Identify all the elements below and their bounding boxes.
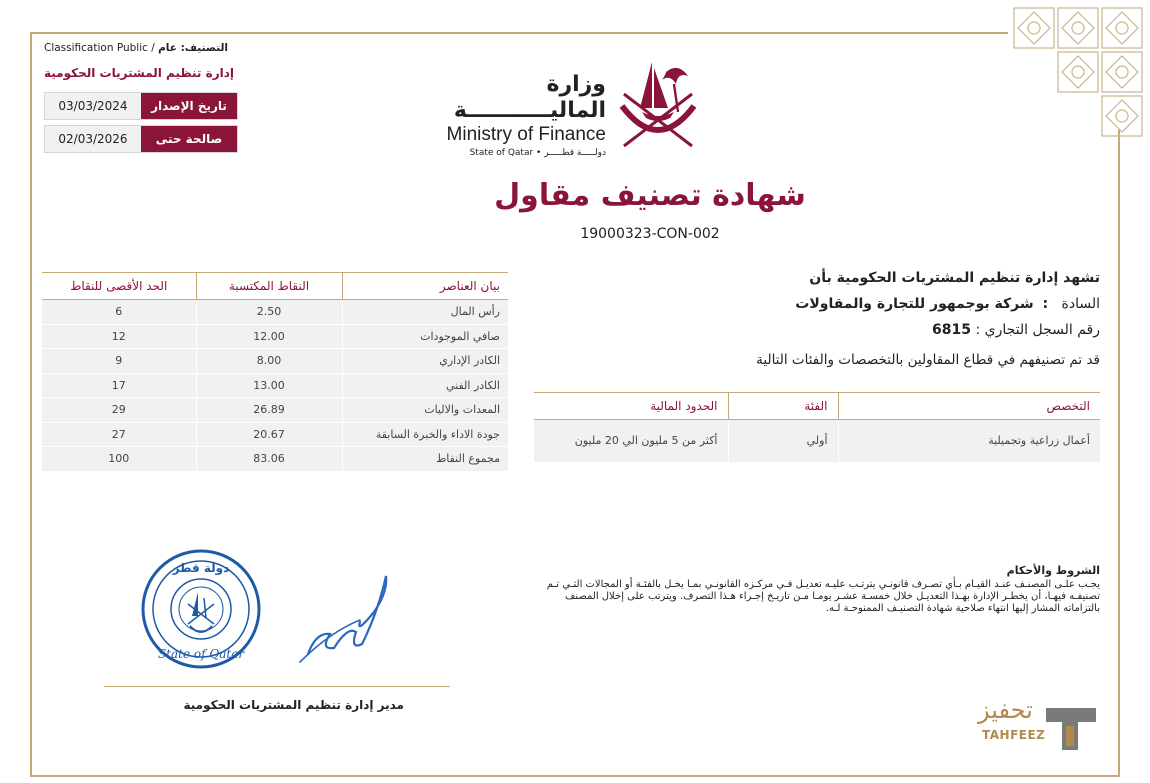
classification-ar: التصنيف: عام [158, 42, 229, 54]
ministry-logo-text [420, 72, 606, 160]
classification-statement: قد تم تصنيفهم في قطاع المقاولين بالتخصصات والفئات التالية [756, 352, 1100, 368]
contractor-name-sep: : [1042, 296, 1049, 312]
score-earned: 13.00 [196, 373, 342, 398]
score-earned: 8.00 [196, 349, 342, 374]
table-row [42, 324, 508, 349]
frame-top-border [30, 32, 1008, 34]
score-earned: 83.06 [196, 447, 342, 472]
tahfeez-logo-icon [1042, 704, 1100, 752]
classification-label [44, 42, 228, 54]
signature-line [104, 686, 450, 687]
contractor-name-value: شركة بوجمهور للتجارة والمقاولات [795, 296, 1034, 312]
score-max: 17 [42, 373, 196, 398]
spec-category: أولي [728, 420, 838, 462]
ministry-name-ar: وزارة الماليـــــــــــة [453, 72, 606, 123]
score-max: 6 [42, 300, 196, 325]
certificate-number-text: 19000323-CON-002 [580, 226, 720, 242]
spec-header-specialization: التخصص [838, 393, 1100, 420]
score-max: 27 [42, 422, 196, 447]
commercial-register-line [932, 322, 1100, 338]
spec-header-category: الفئة [728, 393, 838, 420]
spec-header-financial-limits: الحدود المالية [534, 393, 728, 420]
table-row-total [42, 447, 508, 472]
table-row [534, 420, 1100, 462]
specialization-table [534, 392, 1100, 462]
certificate-number [0, 226, 1150, 242]
classification-en: Classification Public / [44, 42, 159, 54]
signatory-title: مدير إدارة تنظيم المشتريات الحكومية [183, 698, 404, 712]
spec-header-row [534, 393, 1100, 420]
score-max: 12 [42, 324, 196, 349]
official-seal-icon [140, 548, 262, 670]
score-element: رأس المال [342, 300, 508, 325]
scores-header-element: بيان العناصر [342, 273, 508, 300]
commercial-register-value: 6815 [932, 322, 972, 338]
score-element: المعدات والاليات [342, 398, 508, 423]
score-earned: 12.00 [196, 324, 342, 349]
score-max: 9 [42, 349, 196, 374]
spec-specialization: أعمال زراعية وتجميلية [838, 420, 1100, 462]
spec-financial-limits: أكثر من 5 مليون الي 20 مليون [534, 420, 728, 462]
scores-header-row [42, 273, 508, 300]
terms-body: يجـب علـى المصنـف عنـد القيـام بـأي تصـرف قانونـي يترتـب عليـه تعديـل فـي مركـزه القانونـي بمـا يخـل بالفئـة أو المجالات التـي تـم تصنيفـه فيهـا، أن يخطـر الإدارة بهـذا التعديـل خلال خمسـة عشـر يومـا مـن تاريـخ إجـراء هـذا التصرف. ويترتب على إخلال المصنف بالتزاماته المشار إليها انتهاء صلاحية شهادة التصنيـف الممنوحـة لـه. [546, 579, 1100, 614]
table-row [42, 373, 508, 398]
score-earned: 26.89 [196, 398, 342, 423]
issue-date-value: 03/03/2024 [45, 93, 141, 119]
terms-title: الشروط والأحكام [1006, 564, 1100, 577]
commercial-register-label: رقم السجل التجاري : [975, 322, 1100, 338]
score-element: جودة الاداء والخبرة السابقة [342, 422, 508, 447]
score-element: الكادر الفني [342, 373, 508, 398]
score-element: مجموع النقاط [342, 447, 508, 472]
score-earned: 20.67 [196, 422, 342, 447]
svg-text:دولة قطر: دولة قطر [172, 561, 230, 575]
valid-until-value: 02/03/2026 [45, 126, 141, 152]
statement-intro: تشهد إدارة تنظيم المشتريات الحكومية بأن [809, 270, 1100, 286]
score-element: صافي الموجودات [342, 324, 508, 349]
scores-header-max: الحد الأقصى للنقاط [42, 273, 196, 300]
contractor-name-line [795, 296, 1100, 312]
frame-bottom-border [30, 775, 1120, 777]
frame-left-border [30, 32, 32, 777]
seal-text: State of Qatar [157, 647, 245, 661]
contractor-name-label: السادة [1061, 296, 1100, 312]
ministry-name-en: Ministry of Finance [446, 124, 606, 145]
certificate-title-text: شهادة تصنيف مقاول [494, 178, 806, 213]
scores-header-earned: النقاط المكتسبة [196, 273, 342, 300]
table-row [42, 349, 508, 374]
tahfeez-brand-en: TAHFEEZ [982, 728, 1046, 742]
signature-icon [290, 562, 400, 672]
issue-date-box [44, 92, 238, 120]
table-row [42, 398, 508, 423]
score-element: الكادر الإداري [342, 349, 508, 374]
score-max: 29 [42, 398, 196, 423]
scores-table [42, 272, 508, 472]
qatar-emblem-icon [612, 54, 704, 154]
score-max: 100 [42, 447, 196, 472]
decorative-pattern-icon [1008, 2, 1150, 142]
valid-until-box [44, 125, 238, 153]
issue-date-label: تاريخ الإصدار [141, 93, 237, 119]
table-row [42, 422, 508, 447]
score-earned: 2.50 [196, 300, 342, 325]
certificate-title [0, 178, 1150, 213]
state-of-qatar-label: State of Qatar • دولـــــة قطـــــر [469, 148, 606, 158]
table-row [42, 300, 508, 325]
valid-until-label: صالحة حتى [141, 126, 237, 152]
department-name: إدارة تنظيم المشتريات الحكومية [44, 66, 234, 80]
tahfeez-brand-ar: تحفيز [978, 696, 1033, 724]
